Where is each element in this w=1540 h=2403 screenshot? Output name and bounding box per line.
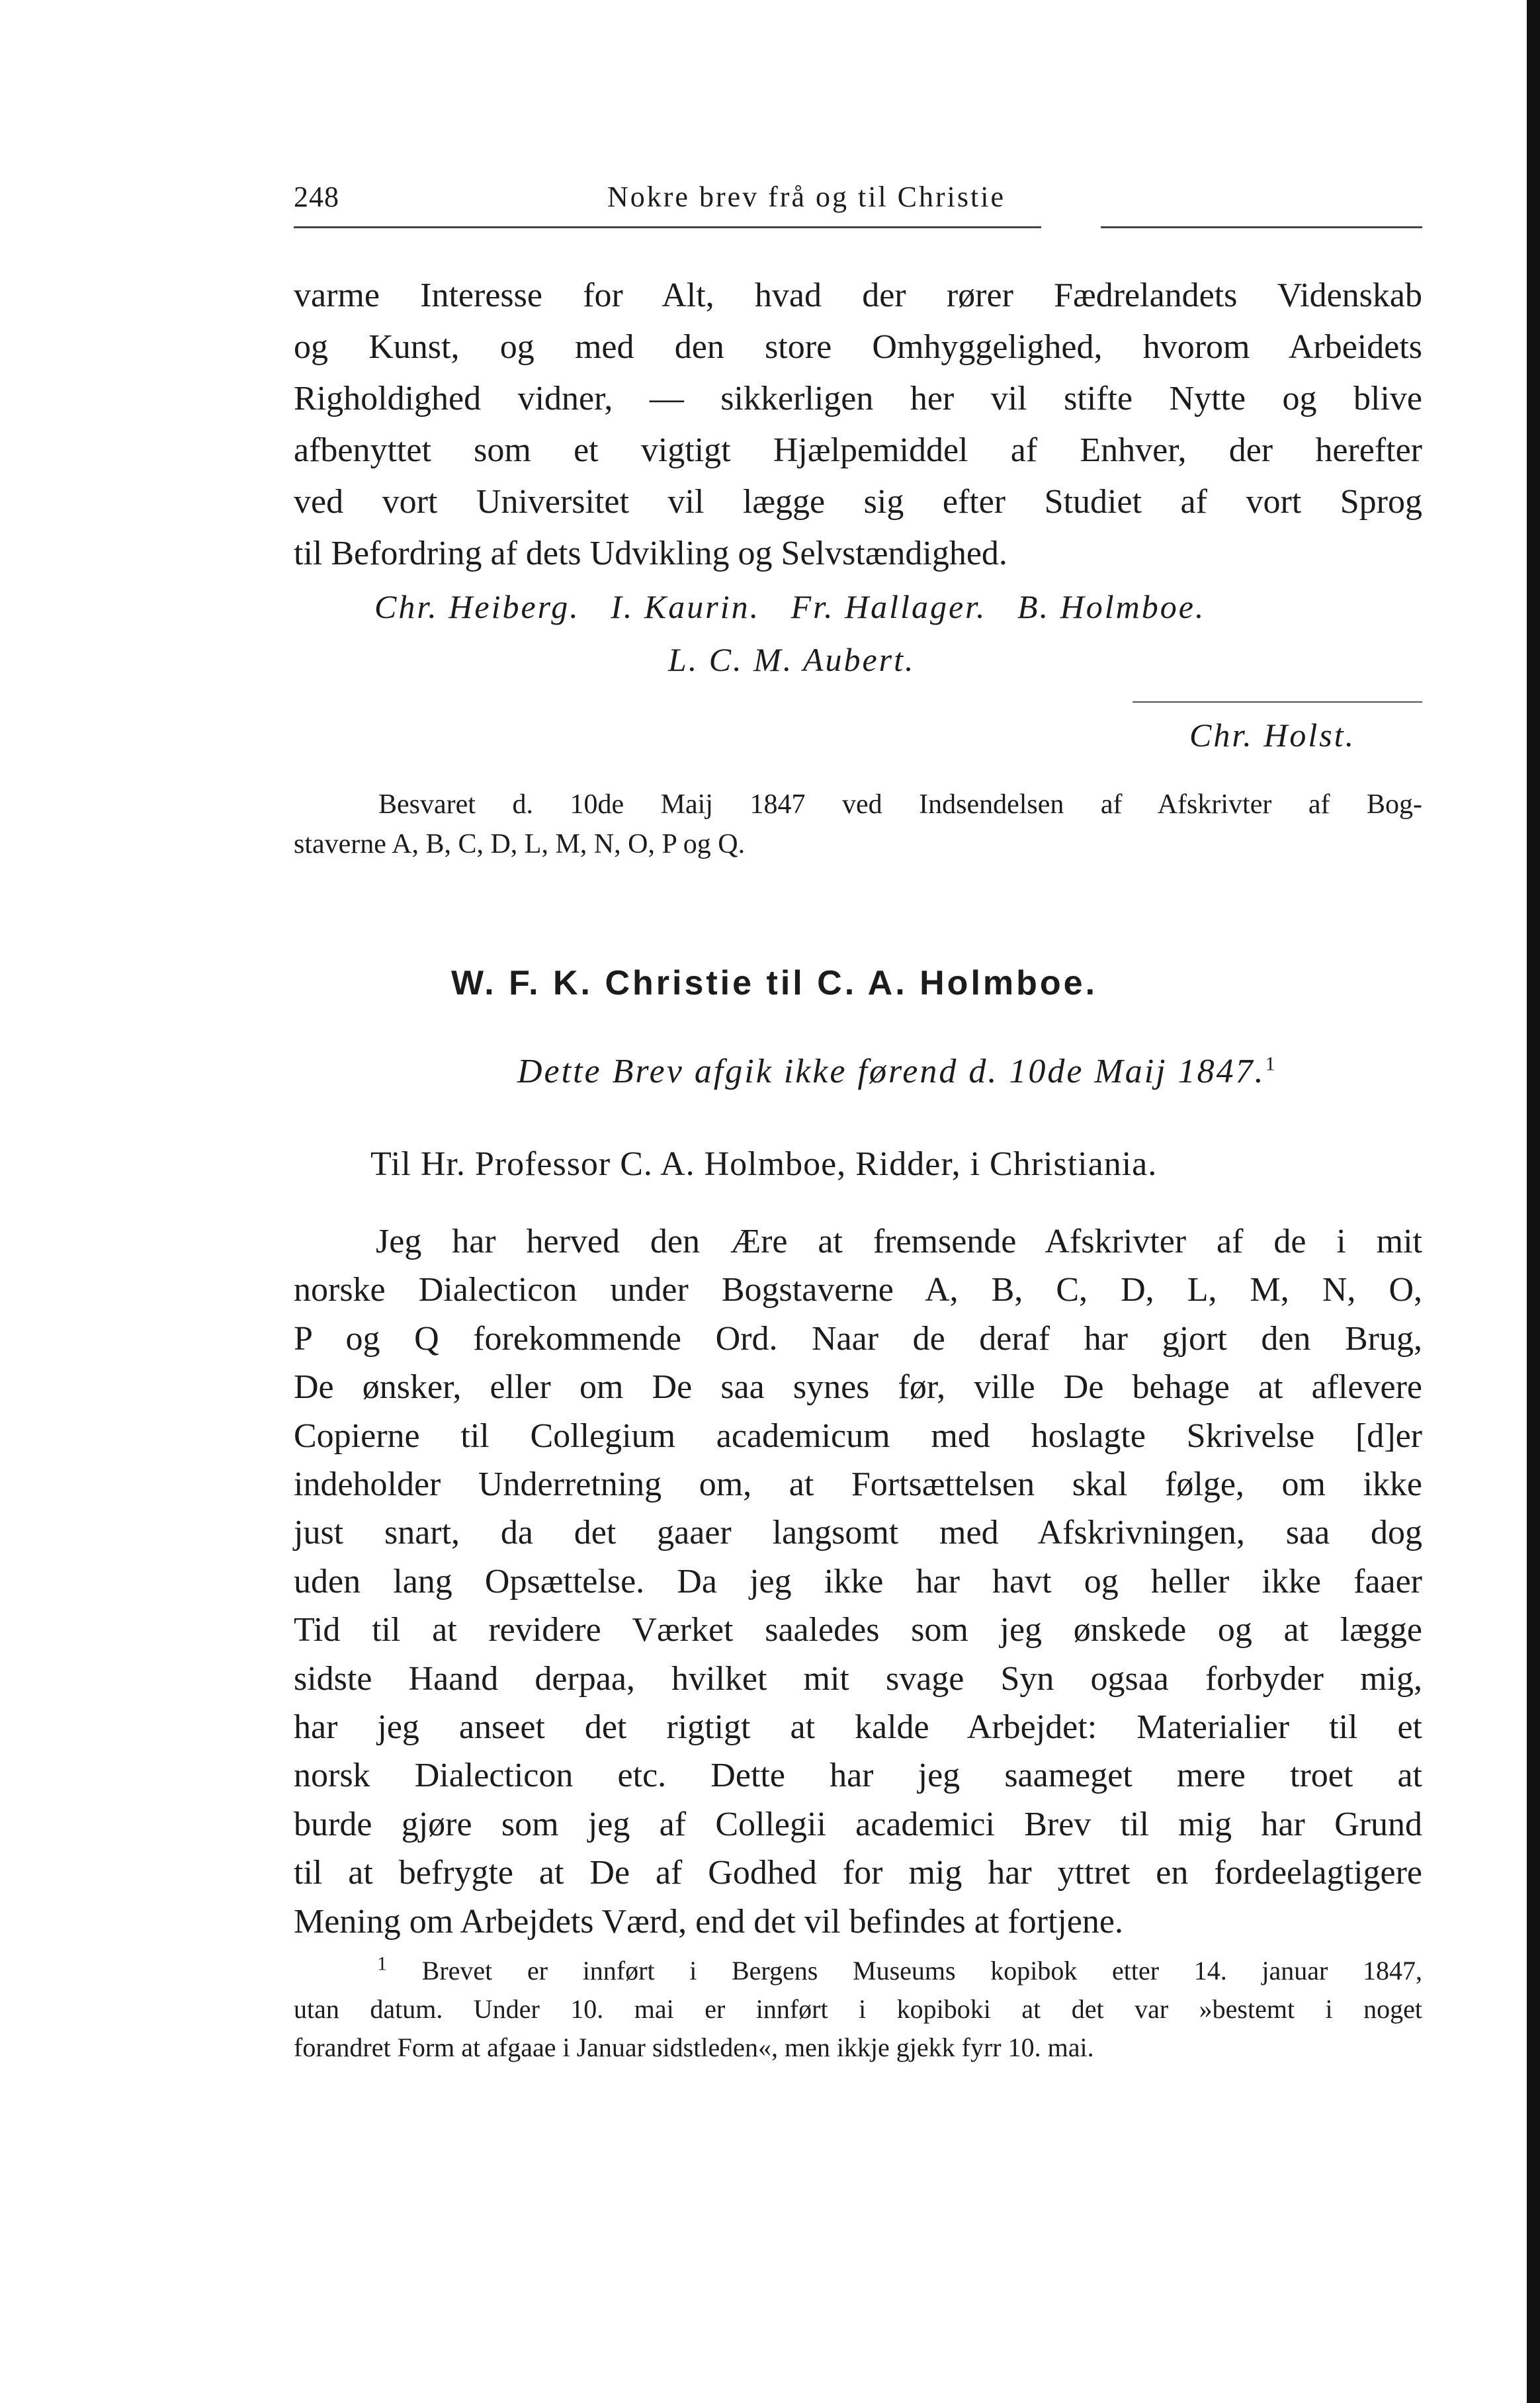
previous-letter-body xyxy=(294,270,1422,580)
text-line: burde gjøre som jeg af Collegii academici Brev til mig har Grund xyxy=(294,1805,1422,1843)
letter-address: Til Hr. Professor C. A. Holmboe, Ridder, i Christiania. xyxy=(370,1145,1158,1183)
text-line: uden lang Opsættelse. Da jeg ikke har havt og heller ikke faaer xyxy=(294,1562,1422,1600)
scan-edge xyxy=(1527,0,1540,2403)
text-line: Besvaret d. 10de Maij 1847 ved Indsendelsen af Afskrivter af Bog- xyxy=(378,789,1422,820)
text-line: Righoldighed vidner, — sikkerligen her vil stifte Nytte og blive xyxy=(294,380,1422,417)
text-line: Copierne til Collegium academicum med hoslagte Skrivelse [d]er xyxy=(294,1417,1422,1455)
footnote-text: Brevet er innført i Bergens Museums kopibok etter 14. januar 1847, xyxy=(421,1956,1423,1986)
letter-dateline xyxy=(517,1052,1277,1091)
footnote-line xyxy=(294,1952,1422,1990)
signatures-line: Chr. Holst. xyxy=(1189,717,1356,754)
footnote-line: forandret Form at afgaae i Januar sidstleden«, men ikkje gjekk fyrr 10. mai. xyxy=(294,2032,1094,2062)
footnote-line: utan datum. Under 10. mai er innført i kopiboki at det var »bestemt i noget xyxy=(294,1994,1422,2024)
text-line: norske Dialecticon under Bogstaverne A, B, C, D, L, M, N, O, xyxy=(294,1271,1422,1309)
footnote-mark: 1 xyxy=(377,1952,387,1975)
letter-heading: W. F. K. Christie til C. A. Holmboe. xyxy=(451,964,1098,1002)
reply-note xyxy=(294,785,1422,864)
signatures-line: L. C. M. Aubert. xyxy=(668,641,916,678)
text-line: Jeg har herved den Ære at fremsende Afskrivter af de i mit xyxy=(376,1223,1422,1260)
text-line: varme Interesse for Alt, hvad der rører Fædrelandets Videnskab xyxy=(294,277,1422,314)
text-line: ved vort Universitet vil lægge sig efter Studiet af vort Sprog xyxy=(294,483,1422,521)
text-line: staverne A, B, C, D, L, M, N, O, P og Q. xyxy=(294,829,746,859)
text-line: Tid til at revidere Værket saaledes som jeg ønskede og at lægge xyxy=(294,1611,1422,1649)
page-header xyxy=(294,180,1422,233)
page-number: 248 xyxy=(294,181,339,213)
text-line: og Kunst, og med den store Omhyggelighed, hvorom Arbeidets xyxy=(294,328,1422,366)
letter-body xyxy=(294,1217,1422,1946)
text-line: til at befrygte at De af Godhed for mig har yttret en fordeelagtigere xyxy=(294,1854,1422,1892)
dateline-text: Dette Brev afgik ikke førend d. 10de Maij 1847. xyxy=(517,1053,1265,1090)
text-line: P og Q forekommende Ord. Naar de deraf har gjort den Brug, xyxy=(294,1319,1422,1358)
text-line: Mening om Arbejdets Værd, end det vil befindes at fortjene. xyxy=(294,1902,1123,1941)
text-line: norsk Dialecticon etc. Dette har jeg saameget mere troet at xyxy=(294,1757,1422,1795)
text-line: sidste Haand derpaa, hvilket mit svage Syn ogsaa forbyder mig, xyxy=(294,1659,1422,1698)
header-rule xyxy=(1101,226,1422,228)
text-line: just snart, da det gaaer langsomt med Afskrivningen, saa dog xyxy=(294,1514,1422,1552)
text-line: afbenyttet som et vigtigt Hjælpemiddel af Enhver, der herefter xyxy=(294,431,1422,469)
text-line: indeholder Underretning om, at Fortsættelsen skal følge, om ikke xyxy=(294,1465,1422,1504)
signatures-line: Chr. Heiberg. I. Kaurin. Fr. Hallager. B. Holmboe. xyxy=(374,588,1206,625)
running-title: Nokre brev frå og til Christie xyxy=(607,181,1005,213)
text-line: til Befordring af dets Udvikling og Selvstændighed. xyxy=(294,535,1007,572)
text-line: De ønsker, eller om De saa synes før, ville De behage at aflevere xyxy=(294,1368,1422,1407)
footnote-mark: 1 xyxy=(1265,1053,1277,1075)
signature-rule xyxy=(1133,701,1422,703)
header-rule xyxy=(294,226,1041,228)
footnote xyxy=(294,1952,1422,2067)
text-line: har jeg anseet det rigtigt at kalde Arbejdet: Materialier til et xyxy=(294,1708,1422,1747)
